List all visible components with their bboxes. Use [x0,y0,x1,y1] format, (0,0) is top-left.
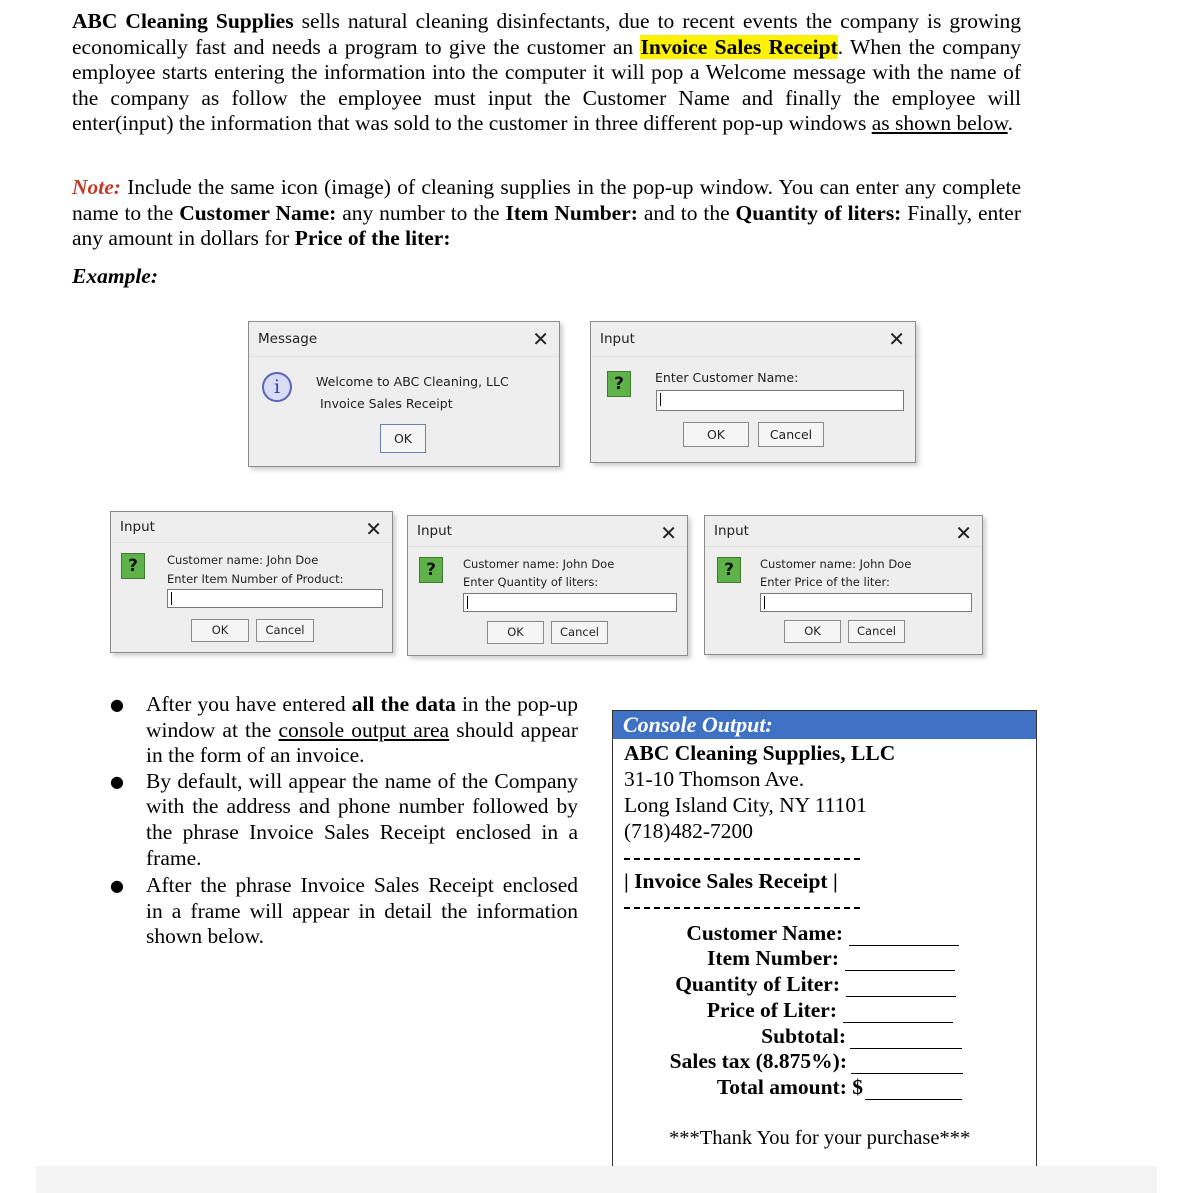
customer-name-dialog [590,321,916,463]
item-number-input[interactable] [167,589,383,608]
total-amount-label: Total amount: $ [716,1075,863,1099]
console-address-1: 31-10 Thomson Ave. [624,767,805,791]
close-icon[interactable]: ✕ [365,517,382,541]
prompt-text: Enter Quantity of liters: [463,575,599,589]
close-icon[interactable]: ✕ [660,521,677,545]
quantity-dialog [407,515,688,656]
ok-button[interactable]: OK [487,621,544,644]
prompt-text: Enter Item Number of Product: [167,572,344,586]
console-output-box [612,710,1037,1176]
price-blank [843,1022,953,1023]
example-label: Example: [72,264,158,288]
page-bottom-edge [36,1166,1157,1193]
close-icon[interactable]: ✕ [532,327,549,351]
customer-name-line: Customer name: John Doe [167,553,319,567]
total-amount-blank [865,1099,962,1100]
instruction-bullets [110,692,578,950]
dialog-title: Input [120,519,155,535]
dialog-body [705,546,982,654]
subtotal-blank [850,1048,962,1049]
question-icon: ? [717,557,741,583]
dashed-divider [624,858,860,860]
note-paragraph: Note: Include the same icon (image) of cleaning supplies in the pop-up window. You can enter any complete name to the Customer Name: any number to the Item Number: and to the Quantity of liters: Finally, enter any amount in dollars for Price of the liter: [72,175,1021,251]
price-label: Price of Liter: [706,998,837,1022]
cancel-button[interactable]: Cancel [848,620,905,643]
thank-you-line: ***Thank You for your purchase*** [669,1127,971,1149]
bullet-item: ● After the phrase Invoice Sales Receipt enclosed in a frame will appear in detail the information shown below. [110,873,578,949]
console-address-2: Long Island City, NY 11101 [624,793,867,817]
customer-name-input[interactable] [656,390,904,411]
sales-tax-blank [851,1073,963,1074]
price-dialog [704,515,983,655]
item-number-blank [845,970,955,971]
question-icon: ? [607,371,631,397]
cancel-button[interactable]: Cancel [551,621,608,644]
ok-button[interactable]: OK [784,620,841,643]
dialog-title: Input [600,331,635,347]
note-label: Note: [72,175,121,199]
receipt-line: Invoice Sales Receipt [320,396,453,411]
sales-tax-label: Sales tax (8.875%): [669,1049,847,1073]
dialog-body [249,356,559,466]
question-icon: ? [121,553,145,579]
dialog-body [408,546,687,655]
dialog-body [591,356,915,462]
bullet-item: ● By default, will appear the name of the Company with the address and phone number followed by the phrase Invoice Sales Receipt enclosed in a frame. [110,768,578,870]
intro-paragraph: ABC Cleaning Supplies sells natural cleaning disinfectants, due to recent events the company is growing economically fast and needs a program to give the customer an Invoice Sales Receipt. When the company employee starts entering the information into the computer it will pop a Welcome message with the name of the company as follow the employee must input the Customer Name and finally the employee will enter(input) the information that was sold to the customer in three different pop-up windows as shown below. [72,9,1021,136]
prompt-text: Enter Customer Name: [655,370,799,385]
dialog-title: Message [258,331,318,347]
question-icon: ? [419,557,443,583]
cancel-button[interactable]: Cancel [758,422,824,447]
bullet-item: ● After you have entered all the data in the pop-up window at the console output area should appear in the form of an invoice. [110,692,578,768]
console-phone: (718)482-7200 [624,819,753,843]
item-number-label: Item Number: [707,946,839,970]
quantity-input[interactable] [463,593,677,612]
dialog-title: Input [714,523,749,539]
console-header: Console Output: [613,711,1036,739]
company-name: ABC Cleaning Supplies [72,9,294,33]
customer-name-line: Customer name: John Doe [463,557,615,571]
price-input[interactable] [760,593,972,612]
subtotal-label: Subtotal: [761,1024,846,1048]
prompt-text: Enter Price of the liter: [760,575,890,589]
welcome-line: Welcome to ABC Cleaning, LLC [316,374,509,389]
bullet-dot-icon: ● [110,876,124,896]
frame-title: | Invoice Sales Receipt | [624,869,838,893]
quantity-label: Quantity of Liter: [675,972,840,996]
close-icon[interactable]: ✕ [955,521,972,545]
item-number-dialog [110,511,393,653]
dialog-title: Input [417,523,452,539]
cancel-button[interactable]: Cancel [256,619,314,642]
info-icon: i [262,372,292,402]
customer-name-blank [849,945,959,946]
ok-button[interactable]: OK [191,619,249,642]
ok-button[interactable]: OK [380,424,426,453]
close-icon[interactable]: ✕ [888,327,905,351]
welcome-message-dialog [248,321,560,467]
highlighted-term: Invoice Sales Receipt [640,34,838,59]
bullet-dot-icon: ● [110,695,124,714]
dashed-divider [624,907,860,909]
quantity-blank [846,996,956,997]
customer-name-label: Customer Name: [686,921,843,945]
console-company: ABC Cleaning Supplies, LLC [624,741,896,765]
customer-name-line: Customer name: John Doe [760,557,912,571]
dialog-body [111,542,392,652]
as-shown-below-text: as shown below [871,111,1008,136]
bullet-dot-icon: ● [110,771,124,791]
ok-button[interactable]: OK [683,422,749,447]
